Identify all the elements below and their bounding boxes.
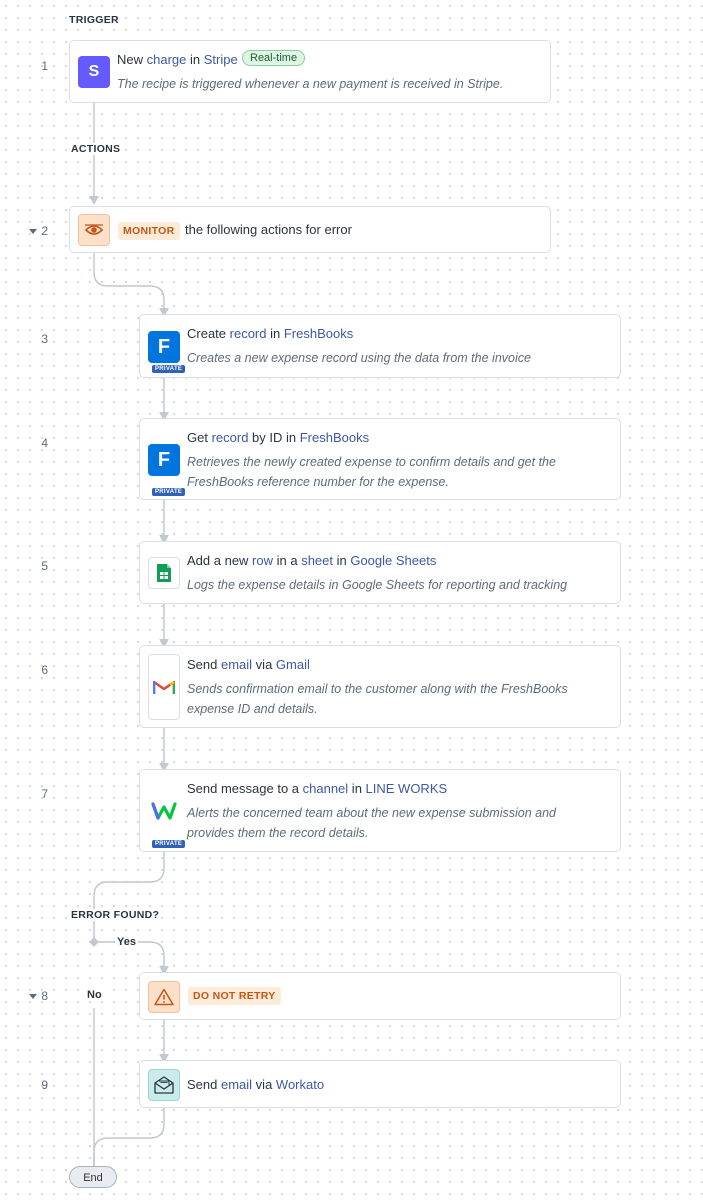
action-step-card[interactable] bbox=[139, 645, 621, 728]
step-title bbox=[187, 1077, 324, 1092]
private-badge: PRIVATE bbox=[152, 365, 185, 373]
step-number: 7 bbox=[41, 787, 48, 801]
freshbooks-icon bbox=[148, 444, 180, 476]
step-number: 9 bbox=[41, 1078, 48, 1092]
step-number: 2 bbox=[41, 224, 48, 238]
title-keyword[interactable]: record bbox=[211, 430, 249, 445]
actions-section-label: ACTIONS bbox=[71, 143, 121, 155]
title-text: Send bbox=[187, 1077, 221, 1092]
step-description: Creates a new expense record using the data from the invoice bbox=[187, 351, 531, 365]
step-title: the following actions for error bbox=[185, 222, 352, 237]
end-node: End bbox=[69, 1166, 117, 1188]
step-description: The recipe is triggered whenever a new payment is received in Stripe. bbox=[117, 77, 504, 91]
title-text: New bbox=[117, 52, 147, 67]
branch-yes-label: Yes bbox=[117, 936, 136, 948]
title-app[interactable]: Stripe bbox=[203, 52, 238, 67]
title-text: via bbox=[252, 1077, 276, 1092]
trigger-section-label: TRIGGER bbox=[69, 14, 119, 26]
title-app[interactable]: Gmail bbox=[275, 657, 310, 672]
step-title bbox=[187, 553, 436, 568]
title-text: Get bbox=[187, 430, 212, 445]
step-description: Sends confirmation email to the customer along with the FreshBooks expense ID and details. bbox=[187, 682, 568, 716]
title-app[interactable]: LINE WORKS bbox=[365, 781, 448, 796]
step-number: 1 bbox=[41, 59, 48, 73]
freshbooks-icon-letter: F bbox=[157, 448, 171, 471]
freshbooks-icon bbox=[148, 331, 180, 363]
step-title bbox=[187, 430, 369, 445]
freshbooks-icon-letter: F bbox=[157, 335, 171, 358]
error-found-label: ERROR FOUND? bbox=[71, 909, 160, 921]
title-keyword[interactable]: record bbox=[229, 326, 267, 341]
step-number: 3 bbox=[41, 332, 48, 346]
title-text: via bbox=[252, 657, 276, 672]
do-not-retry-step-card[interactable] bbox=[139, 972, 621, 1020]
step-title bbox=[187, 657, 310, 672]
title-text: Create bbox=[187, 326, 230, 341]
title-text: Add a new bbox=[187, 553, 253, 568]
title-text: Send bbox=[187, 657, 221, 672]
title-app[interactable]: FreshBooks bbox=[299, 430, 370, 445]
trigger-step-card[interactable] bbox=[69, 40, 551, 103]
realtime-badge: Real-time bbox=[242, 50, 305, 66]
gmail-icon bbox=[148, 654, 180, 720]
private-badge: PRIVATE bbox=[152, 488, 185, 496]
stripe-icon bbox=[78, 56, 110, 88]
title-text: in a bbox=[273, 553, 302, 568]
title-keyword[interactable]: charge bbox=[146, 52, 187, 67]
action-step-card[interactable] bbox=[139, 1060, 621, 1108]
monitor-eye-icon bbox=[78, 214, 110, 246]
title-keyword[interactable]: sheet bbox=[301, 553, 333, 568]
action-step-card[interactable] bbox=[139, 314, 621, 378]
step-description: Alerts the concerned team about the new expense submission and provides them the record details. bbox=[187, 806, 556, 840]
title-text: in bbox=[186, 52, 204, 67]
title-app[interactable]: Workato bbox=[275, 1077, 325, 1092]
title-text: in bbox=[266, 326, 284, 341]
title-app[interactable]: Google Sheets bbox=[350, 553, 437, 568]
monitor-tag: MONITOR bbox=[118, 222, 180, 240]
workato-email-icon bbox=[148, 1069, 180, 1101]
title-keyword[interactable]: email bbox=[220, 1077, 253, 1092]
step-description: Retrieves the newly created expense to confirm details and get the FreshBooks reference number for the expense. bbox=[187, 455, 556, 489]
title-text: by ID in bbox=[248, 430, 300, 445]
step-description: Logs the expense details in Google Sheets for reporting and tracking bbox=[187, 578, 568, 592]
action-step-card[interactable] bbox=[139, 418, 621, 500]
action-step-card[interactable] bbox=[139, 541, 621, 604]
branch-no-label: No bbox=[87, 989, 102, 1001]
monitor-step-card[interactable] bbox=[69, 206, 551, 253]
action-step-card[interactable] bbox=[139, 769, 621, 852]
stripe-icon-letter: S bbox=[88, 63, 100, 80]
title-keyword[interactable]: email bbox=[220, 657, 253, 672]
google-sheets-icon bbox=[148, 557, 180, 589]
step-title bbox=[187, 781, 447, 796]
step-title bbox=[187, 326, 353, 341]
do-not-retry-tag: DO NOT RETRY bbox=[188, 987, 281, 1005]
title-app[interactable]: FreshBooks bbox=[283, 326, 354, 341]
title-keyword[interactable]: row bbox=[252, 553, 273, 568]
step-title bbox=[117, 52, 238, 67]
line-works-icon bbox=[148, 795, 180, 827]
step-number: 4 bbox=[41, 436, 48, 450]
title-text: Send message to a bbox=[187, 781, 303, 796]
step-number: 6 bbox=[41, 663, 48, 677]
warning-icon bbox=[148, 981, 180, 1013]
step-number: 8 bbox=[41, 989, 48, 1003]
step-number: 5 bbox=[41, 559, 48, 573]
title-text: in bbox=[348, 781, 366, 796]
title-keyword[interactable]: channel bbox=[302, 781, 349, 796]
title-text: in bbox=[333, 553, 351, 568]
private-badge: PRIVATE bbox=[152, 840, 185, 848]
